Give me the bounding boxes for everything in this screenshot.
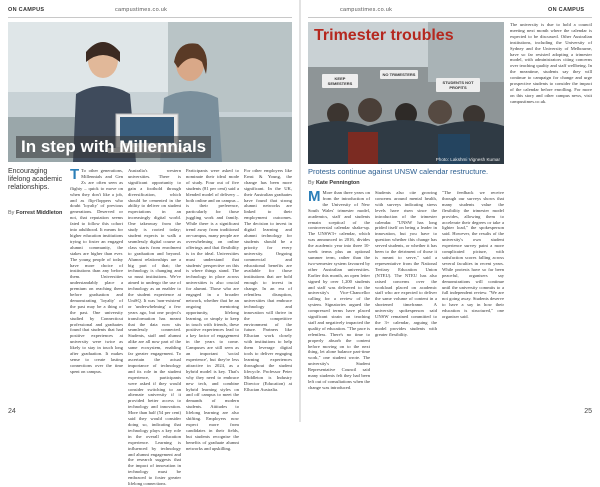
byline — [8, 210, 66, 216]
section-label: ON CAMPUS — [8, 7, 45, 13]
hero-photo — [8, 22, 292, 162]
column-text: Students also cite growing concerns around mental health, with surveys indicating stress levels have risen since the introduction of the trimester calendar. "UNSW has long prided itself on being a leader in innovation, but you have to question whether this change has served students, or whether it has been to the detriment of those it is meant to serve," said a representative from the National Tertiary Education Union (NTEU). The NTEU has also raised concerns over the workload placed on academic staff who are expected to deliver the same volume of content in a shortened timeframe. A university spokesperson said UNSW remained committed to the 3+ calendar, arguing the model provides students with greater flexibility. — [375, 190, 437, 337]
body-column-3 — [442, 190, 504, 410]
byline-prefix: By — [308, 180, 316, 186]
body-column-4 — [244, 168, 292, 408]
protest-sign: STUDENTS NOT PROFITS — [436, 78, 480, 92]
page-number: 24 — [8, 408, 16, 415]
header-rule — [308, 17, 592, 18]
column-text: For other employers like Ernst & Young, the change has been more significant. In the UK, their Australian graduates have found that strong alumni networks are linked to their employment outcomes. The decision to invest in digital learning and alumni technology for students should be a priority for every university. Ongoing commercial and educational benefits are available for those institutions that are bold enough to invest in change. In an era of relentless disruption, universities that embrace technology and innovation will thrive in the competitive environment of the future. Partners like Ellucian work closely with institutions to help them leverage digital tools to deliver engaging learning experiences throughout the student lifecycle. Professor Peter Middleton is Industry Director (Education) at Ellucian Australia. — [244, 168, 292, 392]
body-column-4 — [510, 22, 592, 410]
right-page — [300, 0, 600, 422]
byline — [308, 180, 360, 186]
byline-name: Forrest Middleton — [15, 210, 63, 216]
article-headline: In step with Millennials — [16, 136, 211, 158]
drop-cap: M — [308, 188, 321, 205]
standfirst: Encouraging lifelong academic relationships. — [8, 168, 63, 192]
section-label: ON CAMPUS — [548, 7, 585, 13]
byline-prefix: By — [8, 210, 16, 216]
protest-photo — [308, 22, 504, 164]
article-headline: Trimester troubles — [314, 27, 454, 44]
protest-sign: NO TRIMESTERS — [380, 70, 418, 79]
drop-cap: T — [70, 166, 80, 183]
body-column-1 — [308, 190, 370, 410]
column-text: More than three years on from the introduction of the University of New South Wales' trimester model, academics, staff and students remain sceptical of the controversial calendar shake-up. The UNSW3+ calendar, which was announced in 2016, divides the academic year into three 10-week terms plus an optional summer term, rather than the two-semester system favoured by other Australian universities. Earlier this month, an open letter signed by over 1,200 students and staff was delivered to the university's Vice-Chancellor calling for a review of the system. Signatories argued the compressed terms have placed significant strain on teaching staff and negatively impacted the quality of education. "The pace is relentless. There's no time to properly absorb the content before moving on to the next thing, let alone balance part-time work," one student wrote. The university's Student Representative Council said many students felt they had been left out of consultations when the change was introduced. — [308, 190, 370, 390]
column-text: To other generations, Millennials and Gen Zs are often seen as flighty – quick to move on when they don't like a job, and as flip-floppers who doubt 'loyalty' of previous generations. Deserved or not, that reputation seems fated to follow this cohort into adulthood. It means for higher education institutions trying to foster an engaged alumni community, the stakes are higher than ever. The young people of today have more choice of institutions than any before them. Universities understandably place a premium on reaching them before graduation and demonstrating 'loyalty' of the past may be a thing of the past. One university studied by Connecticut professional and graduates found that students that had positive experiences at university were twice as likely to stay in touch long after graduation. It makes sense to create lasting connections over the time spent on campus. — [70, 168, 123, 374]
column-text: Australia's western universities. There is significant opportunity to gain a foothold through diversification, which should be cemented in the ability to deliver on student expectations in an increasingly digital world. One takeaway from the study is rooted today; student expects to walk a seamlessly digital course as class starts from enrolment to graduation and beyond. Alumni relationships are a big part of that; the technology is changing and so must institutions. We've aimed to undergo the use of technology as an enabler to the student experience at UniSQ. It was 'non-existent' or 'underwhelming' a few years ago, but one project's transformation has meant that the data now sits seamlessly connected. Students, staff and alumni alike are all now part of the same ecosystem, enabling far greater engagement. To ascertain the actual importance of technology and its role in the student experience, participants were asked if they would consider switching to an alternate university if it provided better access to technology and innovation. More than half (54 per cent) said they would consider doing so, indicating that technology plays a key role in the overall education experience. Learning is influenced by technology and alumni engagement and the research suggests that the impact of innovation in technology must be embraced to foster greater lifelong connections. — [128, 168, 181, 487]
body-column-2 — [128, 168, 181, 487]
body-column-3 — [186, 168, 239, 451]
column-text: The university is due to hold a council meeting next month where the calendar is expected to be discussed. Other Australian institutions, including the University of Sydney and the University of Melbourne, have so far resisted adopting a trimester model, with administrators citing concerns over teaching quality and staff wellbeing. In the meantime, students say they will continue to campaign for change and urge prospective students to consider the impact of the calendar before enrolling. For more on this story and other campus news, visit campustimes.co.uk. — [510, 22, 592, 104]
header-rule — [8, 17, 292, 18]
protest-sign: KEEP SEMESTERS — [322, 74, 358, 88]
subheadline: Protests continue against UNSW calendar restructure. — [308, 167, 489, 176]
body-column-1 — [70, 168, 123, 408]
column-text: "The feedback we receive through our surveys shows that many students value the flexibility the trimester model provides, allowing them to accelerate their degrees or take a lighter load," the spokesperson said. However, the results of the university's own student experience survey paint a more complicated picture, with satisfaction scores falling across several faculties in recent years. While protests have so far been peaceful, organisers say demonstrations will continue until the university commits to a full independent review. "We are not going away. Students deserve to have a say in how their education is structured," one organiser said. — [442, 190, 504, 320]
body-column-2 — [375, 190, 437, 410]
site-url: campustimes.co.uk — [340, 7, 393, 13]
page-number: 25 — [584, 408, 592, 415]
byline-name: Kate Pennington — [315, 180, 360, 186]
column-text: Participants were asked to nominate their ideal mode of study. Four out of five students (81 per cent) said a blended model of delivery – both online and on campus – is their preference, particularly for those juggling work and family. While there is a significant trend away from traditional on-campus, many people are overwhelming on online offerings and that flexibility is in the ideal. Universities must understand that students' perspective on this is where things stand. The technology in place across universities is also crucial for alumni. Those who are engaged in a broader network, whether that be an ongoing mentoring opportunity, lifelong learning, or simply to keep in touch with friends, these positive experiences lead to a key factor of engagement in the years to come. Campuses are still seen as an important 'social experience', but they're less attractive in 2024, as a hybrid model is key. That's why they need to embrace new tech, and combine hybrid learning styles on and off campus to meet the demands of modern students. Attitudes to lifelong learning are also shifting. Employers now expect more from candidates in their fields, but students recognise the benefits of graduate alumni networks and upskilling. — [186, 168, 239, 451]
photo-credit: Photo: Lakshmi Vignesh Kumar — [435, 157, 500, 162]
site-url: campustimes.co.uk — [115, 7, 168, 13]
